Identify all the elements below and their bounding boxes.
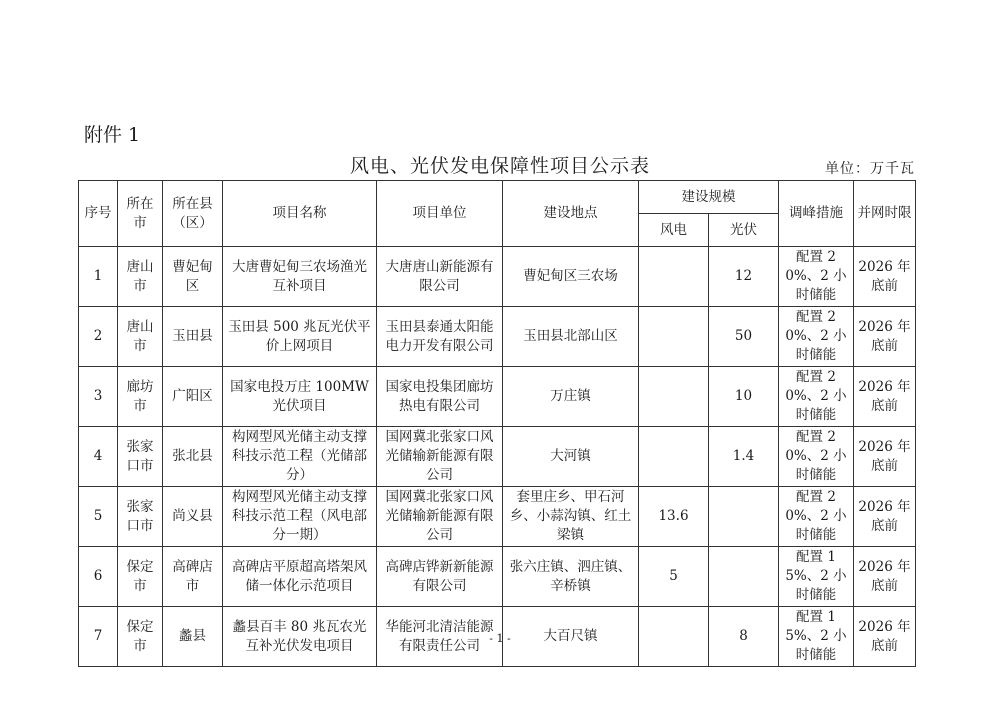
- header-city: 所在市: [118, 181, 163, 247]
- table-row: [79, 487, 916, 547]
- cell-peak: 配置 20%、2 小时储能: [779, 367, 854, 427]
- table-row: [79, 427, 916, 487]
- cell-wind: [639, 247, 709, 307]
- cell-seq: 1: [79, 247, 118, 307]
- header-peak: 调峰措施: [779, 181, 854, 247]
- cell-deadline: 2026 年底前: [854, 367, 916, 427]
- cell-company: 华能河北清洁能源有限责任公司: [377, 607, 503, 667]
- cell-peak: 配置 15%、2 小时储能: [779, 547, 854, 607]
- cell-city: 张家口市: [118, 427, 163, 487]
- cell-name: 玉田县 500 兆瓦光伏平价上网项目: [223, 307, 377, 367]
- cell-solar: 50: [709, 307, 779, 367]
- header-wind: 风电: [639, 214, 709, 247]
- cell-seq: 2: [79, 307, 118, 367]
- cell-name: 国家电投万庄 100MW 光伏项目: [223, 367, 377, 427]
- header-name: 项目名称: [223, 181, 377, 247]
- cell-county: 张北县: [163, 427, 223, 487]
- unit-label: 单位：万千瓦: [825, 161, 915, 177]
- table-row: [79, 367, 916, 427]
- table-row: [79, 247, 916, 307]
- cell-location: 大河镇: [503, 427, 639, 487]
- cell-deadline: 2026 年底前: [854, 247, 916, 307]
- page-number: - 1 -: [489, 632, 511, 645]
- document-title: 风电、光伏发电保障性项目公示表: [349, 155, 650, 177]
- cell-solar: 10: [709, 367, 779, 427]
- cell-wind: [639, 367, 709, 427]
- cell-peak: 配置 20%、2 小时储能: [779, 247, 854, 307]
- cell-company: 高碑店铧新新能源有限公司: [377, 547, 503, 607]
- cell-company: 国网冀北张家口风光储输新能源有限公司: [377, 427, 503, 487]
- cell-city: 保定市: [118, 607, 163, 667]
- cell-county: 蠡县: [163, 607, 223, 667]
- cell-location: 玉田县北部山区: [503, 307, 639, 367]
- cell-solar: [709, 487, 779, 547]
- cell-location: 张六庄镇、泗庄镇、辛桥镇: [503, 547, 639, 607]
- cell-deadline: 2026 年底前: [854, 547, 916, 607]
- cell-county: 曹妃甸区: [163, 247, 223, 307]
- header-deadline: 并网时限: [854, 181, 916, 247]
- cell-wind: [639, 427, 709, 487]
- cell-city: 张家口市: [118, 487, 163, 547]
- cell-county: 高碑店市: [163, 547, 223, 607]
- cell-city: 唐山市: [118, 307, 163, 367]
- cell-peak: 配置 15%、2 小时储能: [779, 607, 854, 667]
- cell-company: 国家电投集团廊坊热电有限公司: [377, 367, 503, 427]
- cell-deadline: 2026 年底前: [854, 487, 916, 547]
- header-seq: 序号: [79, 181, 118, 247]
- cell-name: 蠡县百丰 80 兆瓦农光互补光伏发电项目: [223, 607, 377, 667]
- cell-location: 万庄镇: [503, 367, 639, 427]
- cell-peak: 配置 20%、2 小时储能: [779, 307, 854, 367]
- cell-name: 构网型风光储主动支撑科技示范工程（光储部分）: [223, 427, 377, 487]
- cell-city: 唐山市: [118, 247, 163, 307]
- cell-seq: 7: [79, 607, 118, 667]
- cell-solar: 12: [709, 247, 779, 307]
- cell-solar: 1.4: [709, 427, 779, 487]
- header-company: 项目单位: [377, 181, 503, 247]
- cell-company: 玉田县泰通太阳能电力开发有限公司: [377, 307, 503, 367]
- header-solar: 光伏: [709, 214, 779, 247]
- cell-wind: 5: [639, 547, 709, 607]
- header-county: 所在县（区）: [163, 181, 223, 247]
- cell-city: 保定市: [118, 547, 163, 607]
- cell-county: 尚义县: [163, 487, 223, 547]
- cell-deadline: 2026 年底前: [854, 607, 916, 667]
- cell-solar: 8: [709, 607, 779, 667]
- cell-solar: [709, 547, 779, 607]
- table-row: [79, 307, 916, 367]
- cell-location: 大百尺镇: [503, 607, 639, 667]
- cell-wind: 13.6: [639, 487, 709, 547]
- table-row: [79, 547, 916, 607]
- header-location: 建设地点: [503, 181, 639, 247]
- cell-wind: [639, 307, 709, 367]
- cell-name: 构网型风光储主动支撑科技示范工程（风电部分一期）: [223, 487, 377, 547]
- cell-deadline: 2026 年底前: [854, 427, 916, 487]
- project-table: [78, 180, 916, 667]
- cell-county: 广阳区: [163, 367, 223, 427]
- cell-name: 大唐曹妃甸三农场渔光互补项目: [223, 247, 377, 307]
- cell-county: 玉田县: [163, 307, 223, 367]
- cell-seq: 3: [79, 367, 118, 427]
- cell-city: 廊坊市: [118, 367, 163, 427]
- attachment-label: 附件 1: [84, 124, 141, 146]
- cell-location: 曹妃甸区三农场: [503, 247, 639, 307]
- cell-peak: 配置 20%、2 小时储能: [779, 487, 854, 547]
- header-scale: 建设规模: [639, 181, 779, 214]
- cell-location: 套里庄乡、甲石河乡、小蒜沟镇、红土梁镇: [503, 487, 639, 547]
- cell-seq: 4: [79, 427, 118, 487]
- cell-name: 高碑店平原超高塔架风储一体化示范项目: [223, 547, 377, 607]
- cell-deadline: 2026 年底前: [854, 307, 916, 367]
- cell-peak: 配置 20%、2 小时储能: [779, 427, 854, 487]
- cell-company: 国网冀北张家口风光储输新能源有限公司: [377, 487, 503, 547]
- cell-seq: 6: [79, 547, 118, 607]
- table-body: [79, 247, 916, 667]
- cell-seq: 5: [79, 487, 118, 547]
- cell-company: 大唐唐山新能源有限公司: [377, 247, 503, 307]
